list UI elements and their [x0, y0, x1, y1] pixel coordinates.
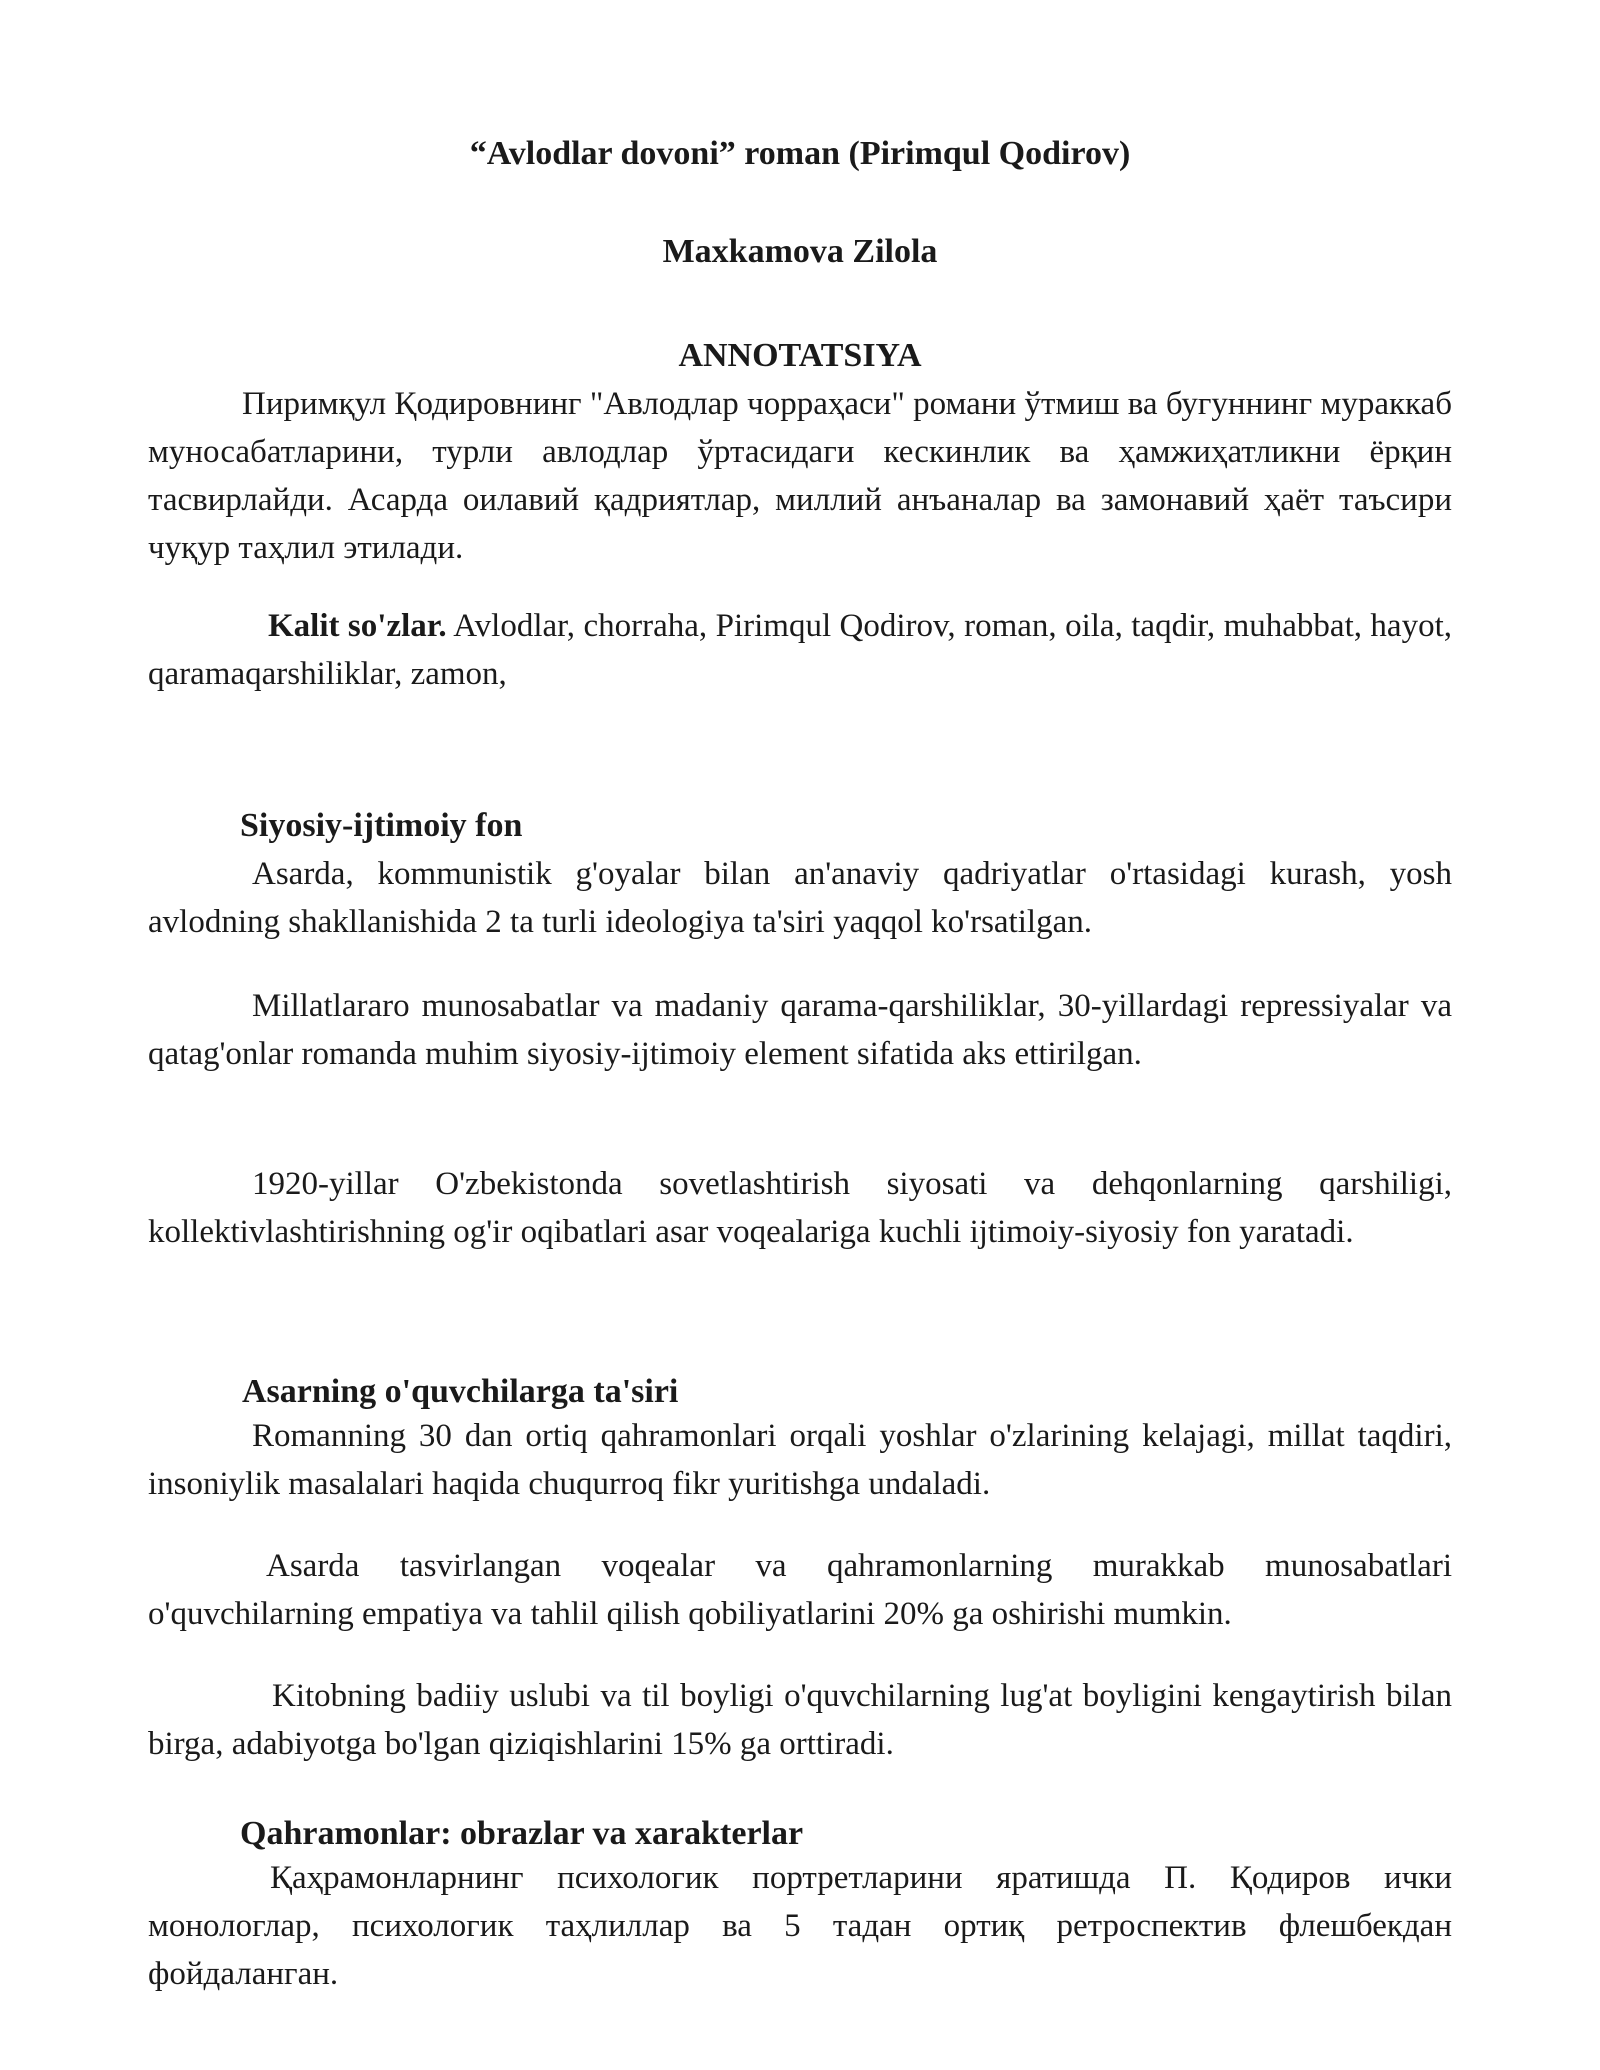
section-paragraph: Asarda tasvirlangan voqealar va qahramonlarning murakkab munosabatlari o'quvchilarning empatiya va tahlil qilish qobiliyatlarini 20% ga oshirishi mumkin.: [148, 1548, 1452, 1632]
keywords-text: Avlodlar, chorraha, Pirimqul Qodirov, roman, oila, taqdir, muhabbat, hayot, qaramaqarshiliklar, zamon,: [148, 608, 1452, 692]
keywords-label: Kalit so'zlar.: [268, 608, 447, 644]
section-paragraph: Kitobning badiiy uslubi va til boyligi o'quvchilarning lug'at boyligini kengaytirish bilan birga, adabiyotga bo'lgan qiziqishlarini 15% ga orttiradi.: [148, 1678, 1452, 1762]
section-paragraph: Millatlararo munosabatlar va madaniy qarama-qarshiliklar, 30-yillardagi repressiyalar va qatag'onlar romanda muhim siyosiy-ijtimoiy element sifatida aks ettirilgan.: [148, 988, 1452, 1072]
section-heading: Asarning o'quvchilarga ta'siri: [242, 1373, 679, 1410]
section-paragraph: 1920-yillar O'zbekistonda sovetlashtirish siyosati va dehqonlarning qarshiligi, kollektivlashtirishning og'ir oqibatlari asar voqealariga kuchli ijtimoiy-siyosiy fon yaratadi.: [148, 1166, 1452, 1250]
section-heading: Qahramonlar: obrazlar va xarakterlar: [240, 1815, 804, 1852]
section-heading: Siyosiy-ijtimoiy fon: [240, 807, 523, 844]
section-paragraph: Romanning 30 dan ortiq qahramonlari orqali yoshlar o'zlarining kelajagi, millat taqdiri, insoniylik masalalari haqida chuqurroq fikr yuritishga undaladi.: [148, 1418, 1452, 1502]
section-paragraph: Қаҳрамонларнинг психологик портретларини яратишда П. Қодиров ички монологлар, психологик таҳлиллар ва 5 тадан ортиқ ретроспектив флешбекдан фойдаланган.: [148, 1860, 1452, 1992]
document-title: “Avlodlar dovoni” roman (Pirimqul Qodirov): [469, 135, 1131, 172]
keywords-paragraph: [148, 602, 1452, 698]
annotation-paragraph: Пиримқул Қодировнинг "Авлодлар чорраҳаси" романи ўтмиш ва бугуннинг мураккаб муносабатларини, турли авлодлар ўртасидаги кескинлик ва ҳамжиҳатликни ёрқин тасвирлайди. Асарда оилавий қадриятлар, миллий анъаналар ва замонавий ҳаёт таъсири чуқур таҳлил этилади.: [148, 386, 1452, 566]
section-paragraph: Asarda, kommunistik g'oyalar bilan an'anaviy qadriyatlar o'rtasidagi kurash, yosh avlodning shakllanishida 2 ta turli ideologiya ta'siri yaqqol ko'rsatilgan.: [148, 856, 1452, 940]
annotation-heading: ANNOTATSIYA: [678, 337, 922, 374]
author-name: Maxkamova Zilola: [662, 233, 938, 270]
